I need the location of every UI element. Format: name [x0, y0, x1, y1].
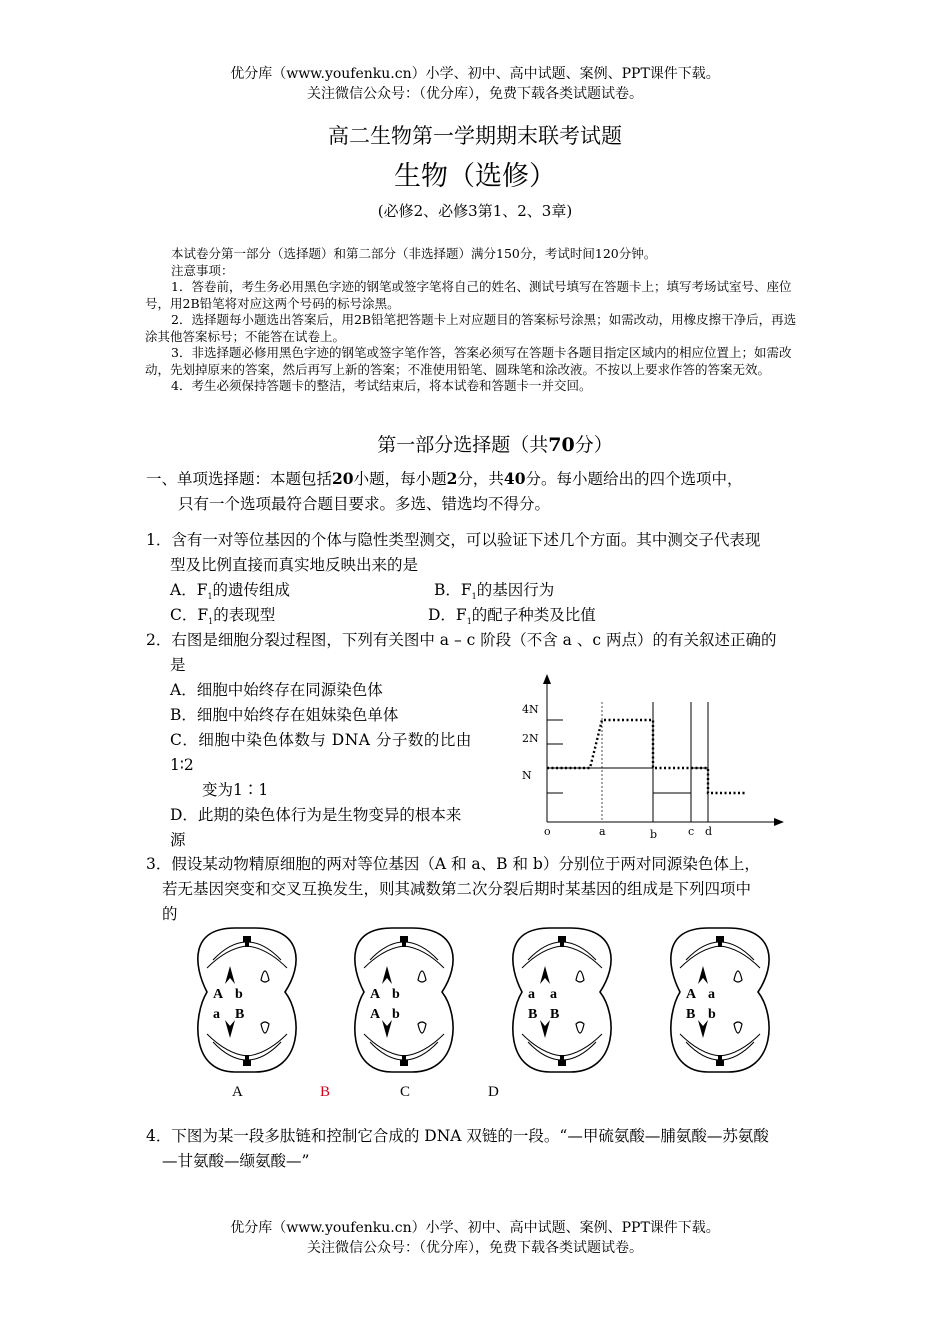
part-instructions: 一、单项选择题：本题包括20小题，每小题2分，共40分。每小题给出的四个选项中， 只有一个选项最符合题目要求。多选、错选均不得分。	[146, 469, 743, 513]
q1-option-c: C．$F_1$的表现型	[170, 606, 276, 627]
question-3: 3．假设某动物精原细胞的两对等位基因（A 和 a、B 和 b）分别位于两对同源染色体上， 若无基因突变和交叉互换发生，则其减数第二次分裂后期时某基因的组成是下列四项中 的	[146, 852, 826, 927]
gene-label: a	[528, 987, 535, 1002]
cell-diagram-d	[671, 928, 769, 1072]
question-2-options: A．细胞中始终存在同源染色体 B．细胞中始终存在姐妹染色单体 C．细胞中染色体数与 DNA 分子数的比由 1∶2 变为1∶1 D．此期的染色体行为是生物变异的根本来 源	[170, 678, 510, 853]
gene-label: A	[213, 987, 224, 1002]
x-tick-label: o	[544, 825, 551, 838]
gene-label: B	[528, 1007, 538, 1022]
series-line-dna	[547, 720, 746, 793]
gene-label: B	[686, 1007, 696, 1022]
instructions-intro: 本试卷分第一部分（选择题）和第二部分（非选择题）满分150分，考试时间120分钟。	[171, 246, 657, 261]
x-tick-label: d	[705, 825, 713, 838]
q1-option-b: B．$F_1$的基因行为	[434, 581, 555, 602]
gene-label: a	[213, 1007, 220, 1022]
scope-subtitle: (必修2、必修3第1、2、3章)	[377, 202, 573, 220]
question-1-stem: 1．含有一对等位基因的个体与隐性类型测交，可以验证下述几个方面。其中测交子代表现	[146, 531, 761, 549]
gene-label: B	[235, 1007, 245, 1022]
question-2: 2．右图是细胞分裂过程图，下列有关图中 a – c 阶段（不含 a 、c 两点）的有关叙述正确的 是	[146, 628, 826, 678]
section-title: 第一部分选择题（共70分）	[377, 434, 613, 456]
gene-label: b	[235, 987, 243, 1002]
instruction-item: 1．答卷前，考生务必用黑色字迹的钢笔或签字笔将自己的姓名、测试号填写在答题卡上；填写考场试室号、座位号，用2B铅笔将对应这两个号码的标号涂黑。	[145, 279, 792, 311]
question-1: 1．含有一对等位基因的个体与隐性类型测交，可以验证下述几个方面。其中测交子代表现 型及比例直接而真实地反映出来的是 A．$F_1$的遗传组成 B．$F_1$的基因行为 C．$F_1$的表现型 D．$F_1$的配子种类及比值	[146, 528, 826, 628]
footer-line-1: 优分库（www.youfenku.cn）小学、初中、高中试题、案例、PPT课件下载。	[230, 1220, 720, 1236]
instructions	[145, 246, 807, 395]
option-label-b: B	[320, 1084, 331, 1100]
page-header	[0, 64, 950, 104]
footer-line-2: 关注微信公众号：（优分库），免费下载各类试题试卷。	[307, 1240, 643, 1256]
q1-option-a: A．$F_1$的遗传组成	[170, 581, 291, 602]
instructions-heading: 注意事项：	[171, 262, 234, 278]
question-4-stem: 4．下图为某一段多肽链和控制它合成的 DNA 双链的一段。“—甲硫氨酸—脯氨酸—苏氨酸	[146, 1127, 769, 1145]
x-tick-label: b	[650, 828, 658, 840]
gene-label: A	[686, 987, 697, 1002]
gene-label: A	[370, 1007, 381, 1022]
cell-division-chart	[510, 672, 790, 840]
y-tick-label: 2N	[522, 732, 539, 745]
x-axis-arrow	[774, 818, 784, 826]
cell-diagram-b	[355, 928, 453, 1072]
q1-option-d: D．$F_1$的配子种类及比值	[428, 606, 596, 627]
page-footer	[0, 1218, 950, 1258]
exam-title: 高二生物第一学期期末联考试题	[328, 124, 622, 148]
option-label-d: D	[488, 1084, 499, 1100]
y-tick-label: N	[522, 769, 532, 782]
header-line-2: 关注微信公众号：（优分库），免费下载各类试题试卷。	[307, 86, 643, 102]
cell-diagram-c	[513, 928, 611, 1072]
gene-label: a	[550, 987, 557, 1002]
instruction-item: 4．考生必须保持答题卡的整洁，考试结束后，将本试卷和答题卡一并交回。	[171, 378, 592, 393]
instruction-item: 2．选择题每小题选出答案后，用2B铅笔把答题卡上对应题目的答案标号涂黑；如需改动，用橡皮擦干净后，再选涂其他答案标号；不能答在试卷上。	[145, 312, 797, 344]
gene-label: B	[550, 1007, 560, 1022]
question-4: 4．下图为某一段多肽链和控制它合成的 DNA 双链的一段。“—甲硫氨酸—脯氨酸—苏氨酸 —甘氨酸—缬氨酸—”	[146, 1124, 826, 1174]
option-label-a: A	[232, 1084, 243, 1100]
gene-label: a	[708, 987, 715, 1002]
question-3-stem: 3．假设某动物精原细胞的两对等位基因（A 和 a、B 和 b）分别位于两对同源染色体上，	[146, 855, 760, 873]
y-axis-arrow	[543, 674, 551, 684]
cell-diagram-a	[198, 928, 296, 1072]
x-tick-label: a	[599, 825, 606, 838]
subject-title: 生物（选修）	[394, 161, 556, 192]
gene-label: b	[392, 1007, 400, 1022]
gene-label: b	[708, 1007, 716, 1022]
series-line-chromosome	[547, 768, 708, 793]
instruction-item: 3．非选择题必修用黑色字迹的钢笔或签字笔作答，答案必须写在答题卡各题目指定区域内的相应位置上；如需改动，先划掉原来的答案，然后再写上新的答案；不准使用铅笔、圆珠笔和涂改液。不按以上要求作答的答案无效。	[145, 345, 792, 377]
y-tick-label: 4N	[522, 703, 539, 716]
q2-option-c: C．细胞中染色体数与 DNA 分子数的比由	[170, 731, 472, 749]
cell-diagrams	[170, 920, 810, 1110]
x-tick-label: c	[688, 825, 695, 838]
q2-option-a: A．细胞中始终存在同源染色体	[170, 681, 383, 699]
header-line-1: 优分库（www.youfenku.cn）小学、初中、高中试题、案例、PPT课件下载。	[230, 66, 720, 82]
q2-option-d: D．此期的染色体行为是生物变异的根本来	[170, 806, 462, 824]
q2-option-b: B．细胞中始终存在姐妹染色单体	[170, 706, 399, 724]
gene-label: A	[370, 987, 381, 1002]
gene-label: b	[392, 987, 400, 1002]
option-label-c: C	[400, 1084, 411, 1100]
question-2-stem: 2．右图是细胞分裂过程图，下列有关图中 a – c 阶段（不含 a 、c 两点）的有关叙述正确的	[146, 631, 777, 649]
